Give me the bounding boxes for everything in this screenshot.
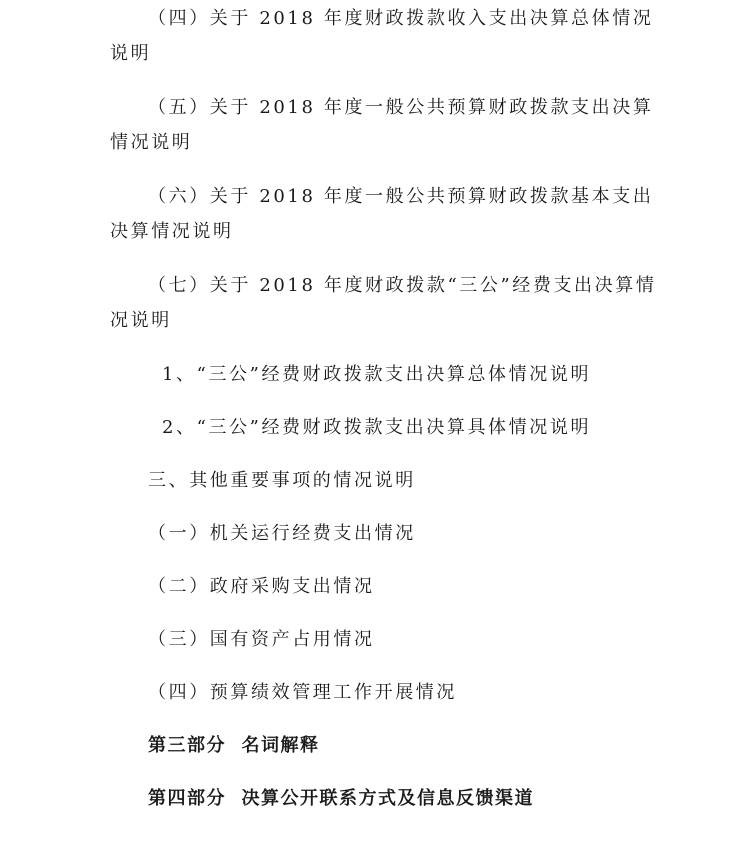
section3-item-4: （四）预算绩效管理工作开展情况 xyxy=(148,682,457,703)
part3-heading: 第三部分 名词解释 xyxy=(148,735,320,756)
toc-item-6-line2: 决算情况说明 xyxy=(110,221,234,242)
toc-item-5-line2: 情况说明 xyxy=(110,132,193,153)
section3-item-3: （三）国有资产占用情况 xyxy=(148,629,375,650)
toc-item-5-line1: （五）关于 2018 年度一般公共预算财政拨款支出决算 xyxy=(148,97,654,118)
part4-heading: 第四部分 决算公开联系方式及信息反馈渠道 xyxy=(148,788,535,809)
toc-sub-item-2: 2、“三公”经费财政拨款支出决算具体情况说明 xyxy=(162,417,592,438)
toc-sub-item-1: 1、“三公”经费财政拨款支出决算总体情况说明 xyxy=(162,364,592,385)
section3-item-2: （二）政府采购支出情况 xyxy=(148,576,375,597)
section3-item-1: （一）机关运行经费支出情况 xyxy=(148,523,416,544)
toc-item-7-line1: （七）关于 2018 年度财政拨款“三公”经费支出决算情 xyxy=(148,275,657,296)
section3-heading: 三、其他重要事项的情况说明 xyxy=(148,470,416,491)
toc-item-6-line1: （六）关于 2018 年度一般公共预算财政拨款基本支出 xyxy=(148,186,654,207)
toc-item-4-line1: （四）关于 2018 年度财政拨款收入支出决算总体情况 xyxy=(148,8,654,29)
toc-item-4-line2: 说明 xyxy=(110,43,152,64)
toc-item-7-line2: 况说明 xyxy=(110,310,172,331)
